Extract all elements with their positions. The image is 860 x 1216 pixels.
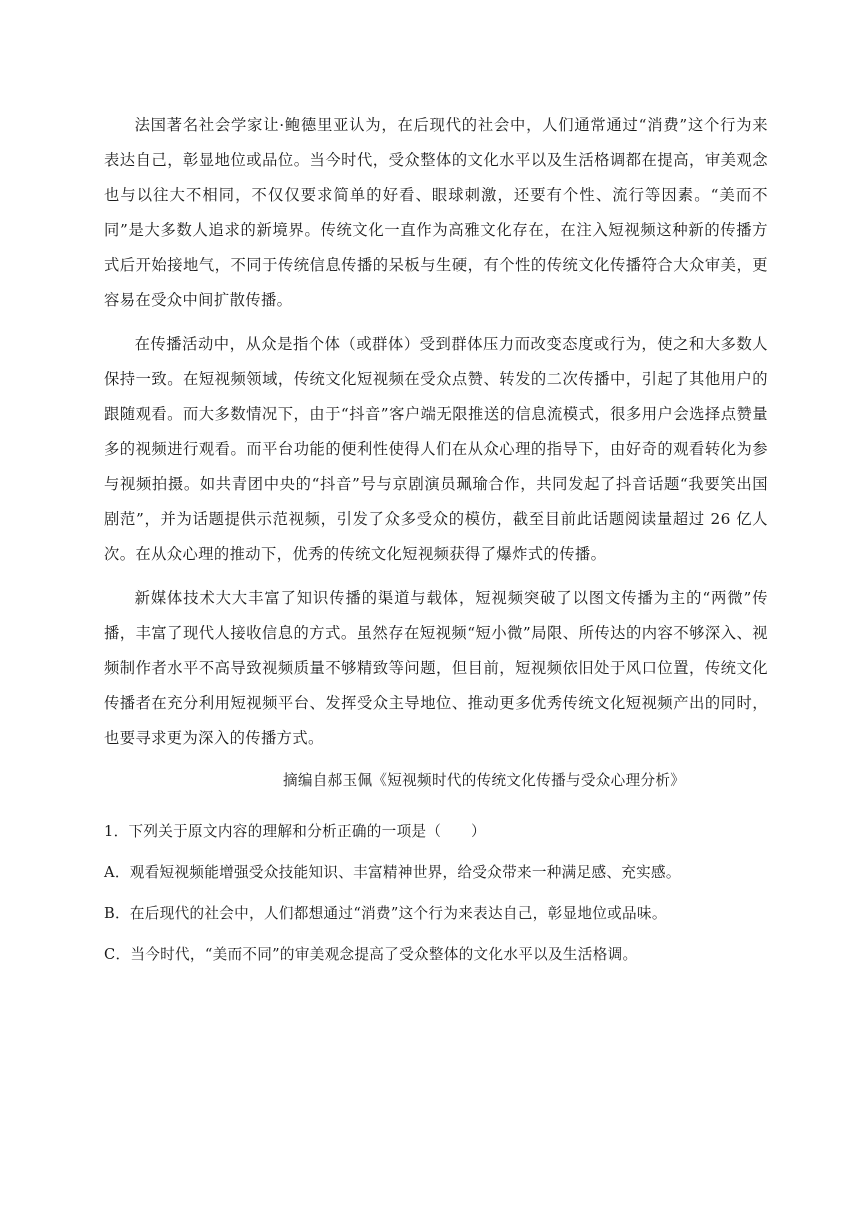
option-c: C．当今时代，“美而不同”的审美观念提高了受众整体的文化水平以及生活格调。 xyxy=(104,946,638,963)
passage-paragraph-2: 在传播活动中，从众是指个体（或群体）受到群体压力而改变态度或行为，使之和大多数人保持一致。在短视频领域，传统文化短视频在受众点赞、转发的二次传播中，引起了其他用户的跟随观看。而大多数情况下，由于“抖音”客户端无限推送的信息流模式，很多用户会选择点赞量多的视频进行观看。而平台功能的便利性使得人们在从众心理的指导下，由好奇的观看转化为参与视频拍摄。如共青团中央的“抖音”号与京剧演员珮瑜合作，共同发起了抖音话题“我要笑出国剧范”，并为话题提供示范视频，引发了众多受众的模仿，截至目前此话题阅读量超过 26 亿人次。在从众心理的推动下，优秀的传统文化短视频获得了爆炸式的传播。 xyxy=(104,335,768,563)
option-b: B．在后现代的社会中，人们都想通过“消费”这个行为来表达自己，彰显地位或品味。 xyxy=(104,905,667,922)
passage-source: 摘编自郝玉佩《短视频时代的传统文化传播与受众心理分析》 xyxy=(283,772,686,789)
passage-paragraph-3: 新媒体技术大大丰富了知识传播的渠道与载体，短视频突破了以图文传播为主的“两微”传播，丰富了现代人接收信息的方式。虽然存在短视频“短小微”局限、所传达的内容不够深入、视频制作者水平不高导致视频质量不够精致等问题，但目前，短视频依旧处于风口位置，传统文化传播者在充分利用短视频平台、发挥受众主导地位、推动更多优秀传统文化短视频产出的同时，也要寻求更为深入的传播方式。 xyxy=(104,589,768,747)
question-stem: 1．下列关于原文内容的理解和分析正确的一项是（ ） xyxy=(104,823,486,840)
passage-paragraph-1: 法国著名社会学家让·鲍德里亚认为，在后现代的社会中，人们通常通过“消费”这个行为来表达自己，彰显地位或品位。当今时代，受众整体的文化水平以及生活格调都在提高，审美观念也与以往大不相同，不仅仅要求简单的好看、眼球刺激，还要有个性、流行等因素。“美而不同”是大多数人追求的新境界。传统文化一直作为高雅文化存在，在注入短视频这种新的传播方式后开始接地气，不同于传统信息传播的呆板与生硬，有个性的传统文化传播符合大众审美，更容易在受众中间扩散传播。 xyxy=(104,116,768,309)
option-a: A．观看短视频能增强受众技能知识、丰富精神世界，给受众带来一种满足感、充实感。 xyxy=(104,864,681,881)
reading-passage xyxy=(104,108,768,975)
question-block xyxy=(104,797,768,975)
